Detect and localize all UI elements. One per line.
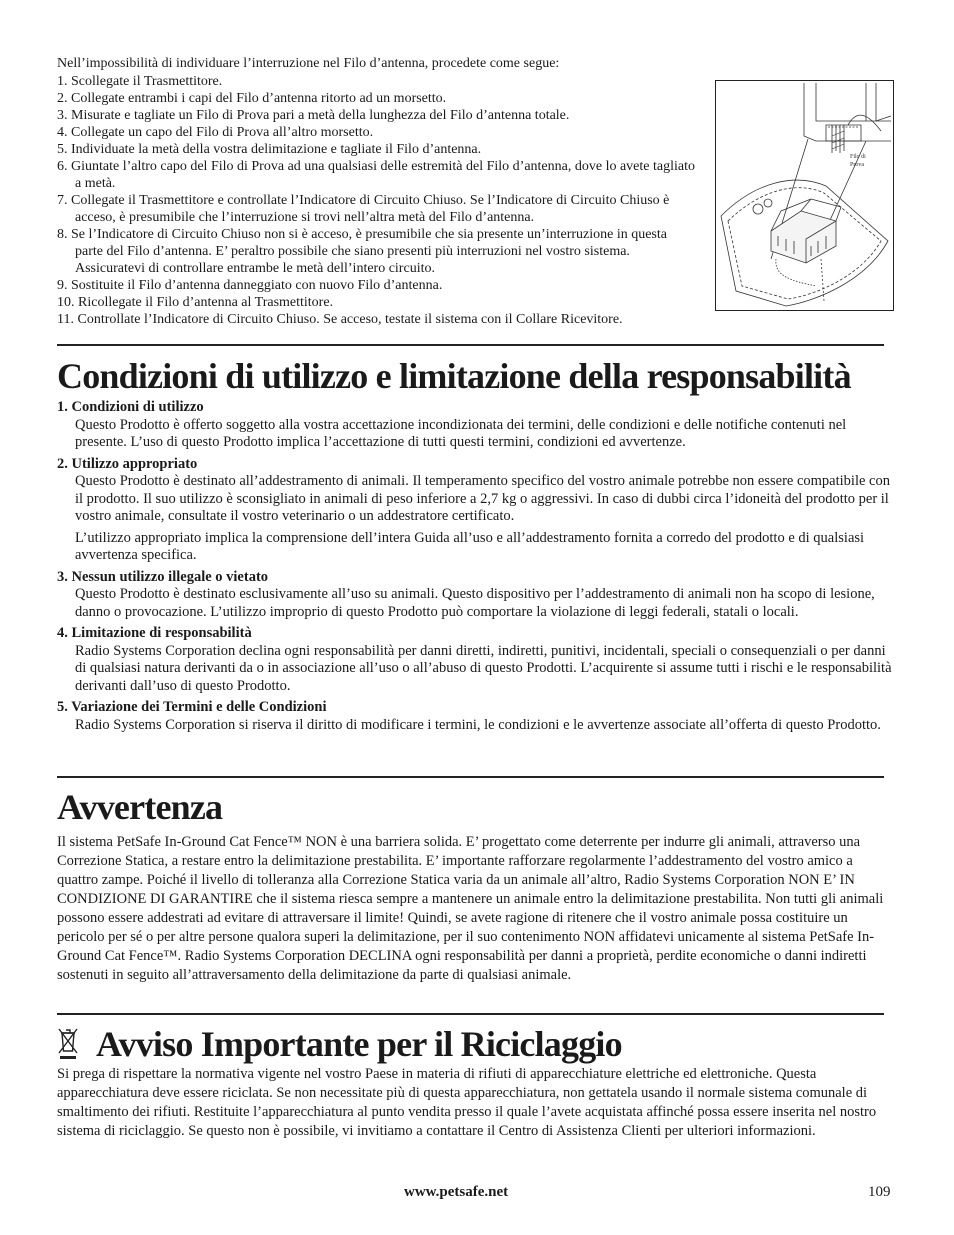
recycling-text: Si prega di rispettare la normativa vigente nel vostro Paese in materia di rifiuti di apparecchiature elettriche ed elettroniche. Questa apparecchiatura deve essere riciclata. Se non necessitate più di questa apparecchiatura, non gettatela usando il normale sistema comunale di smaltimento dei rifiuti. Restituite l’apparecchiatura al punto vendita presso il quale l’avete acquistata affinché possa essere inserita nel nostro sistema di riciclaggio. Se questo non è possibile, vi invitiamo a contattare il Centro di Assistenza Clienti per ulteriori informazioni.: [57, 1066, 877, 1139]
terms-item-text: Questo Prodotto è destinato esclusivamente all’uso su animali. Questo dispositivo per l’addestramento di animali non ha scopo di lesione, danno o provocazione. L’utilizzo improprio di questo Prodotto può comportare la violazione di leggi federali, statali o locali.: [75, 586, 875, 620]
terms-heading: Condizioni di utilizzo e limitazione della responsabilità: [57, 356, 851, 396]
step-item: 6. Giuntate l’altro capo del Filo di Prova ad una qualsiasi delle estremità del Filo d’antenna, dove lo avete tagliato a metà.: [57, 159, 695, 191]
terms-item-title: 2. Utilizzo appropriato: [57, 455, 198, 472]
warning-text: Il sistema PetSafe In-Ground Cat Fence™ NON è una barriera solida. E’ progettato come deterrente per indurre gli animali, attraverso una Correzione Statica, a restare entro la delimitazione prestabilita. E’ importante rafforzare regolarmente l’addestramento del vostro amico a quattro zampe. Poiché il livello di tolleranza alla Correzione Statica varia da un animale all’altro, Radio Systems Corporation NON E’ IN CONDIZIONE DI GARANTIRE che il sistema riesca sempre a mantenere un animale entro la delimitazione prestabilita. Non tutti gli animali possono essere addestrati ad evitare di attraversare il limite! Quindi, se avete ragione di ritenere che il vostro animale possa costituire un pericolo per sé o per altre persone qualora superi la delimitazione, per il suo contenimento NON affidatevi unicamente al sistema PetSafe In-Ground Cat Fence™. Radio Systems Corporation DECLINA ogni responsabilità per danni a proprietà, perdite economiche o danni indiretti sostenuti in seguito all’attraversamento della delimitazione da parte di qualsiasi animale.: [57, 834, 884, 983]
crossed-out-bin-icon: [57, 1027, 79, 1061]
terms-item-text: L’utilizzo appropriato implica la comprensione dell’intera Guida all’uso e all’addestramento fornita a corredo del prodotto e di qualsiasi avvertenza specifica.: [75, 529, 865, 563]
section-divider: [57, 344, 884, 346]
terms-item-text: Radio Systems Corporation declina ogni responsabilità per danni diretti, indiretti, punitivi, incidentali, speciali o consequenziali o per danni di qualsiasi natura derivanti da o in associazione all’uso o all’abuso di questo Prodotti. L’acquirente si assume tutti i rischi e le responsabilità derivanti dall’uso di questo Prodotto.: [75, 642, 892, 694]
terms-item-title: 4. Limitazione di responsabilità: [57, 625, 252, 641]
page-number: 109: [868, 1184, 891, 1200]
step-item: 11. Controllate l’Indicatore di Circuito Chiuso. Se acceso, testate il sistema con il Collare Ricevitore.: [57, 312, 623, 327]
step-item: 3. Misurate e tagliate un Filo di Prova pari a metà della lunghezza del Filo d’antenna totale.: [57, 108, 570, 123]
step-item: 5. Individuate la metà della vostra delimitazione e tagliate il Filo d’antenna.: [57, 142, 482, 157]
step-item: 1. Scollegate il Trasmettitore.: [57, 74, 223, 89]
warning-heading: Avvertenza: [57, 787, 223, 827]
terms-item-text: Questo Prodotto è offerto soggetto alla vostra accettazione incondizionata dei termini, delle condizioni e delle notifiche contenuti nel presente. L’uso di questo Prodotto implica l’accettazione di tutti questi termini, condizioni ed avvertenze.: [75, 416, 847, 450]
terms-list: [57, 399, 897, 738]
terms-item-text: Questo Prodotto è destinato all’addestramento di animali. Il temperamento specifico del vostro animale potrebbe non essere compatibile con il prodotto. Il suo utilizzo è sconsigliato in animali di peso inferiore a 2,7 kg o aggressivi. In caso di dubbi circa l’idoneità del prodotto per il vostro animale, consultate il vostro veterinario o un addestratore certificato.: [75, 473, 890, 524]
step-item: 9. Sostituite il Filo d’antenna danneggiato con nuovo Filo d’antenna.: [57, 278, 443, 293]
figure-label-line1: Filo di: [850, 154, 866, 160]
troubleshoot-steps: [57, 73, 697, 328]
terms-item: [57, 456, 897, 565]
terms-item-text: Radio Systems Corporation si riserva il diritto di modificare i termini, le condizioni e le avvertenze associate all’offerta di questo Prodotto.: [75, 716, 881, 733]
troubleshoot-intro: Nell’impossibilità di individuare l’interruzione nel Filo d’antenna, procedete come segue:: [57, 56, 560, 71]
terms-item-title: 1. Condizioni di utilizzo: [57, 399, 204, 415]
section-divider: [57, 776, 884, 778]
terms-item-title: 3. Nessun utilizzo illegale o vietato: [57, 568, 269, 585]
boundary-wire-illustration: [715, 80, 894, 311]
step-item: 8. Se l’Indicatore di Circuito Chiuso non si è acceso, è presumibile che sia presente un’interruzione in questa parte del Filo d’antenna. E’ peraltro possibile che siano presenti più interruzioni nel vostro sistema. Assicuratevi di controllare entrambe le metà dell’intero circuito.: [57, 227, 667, 276]
terms-item: [57, 569, 897, 622]
terms-item: [57, 399, 897, 452]
step-item: 7. Collegate il Trasmettitore e controllate l’Indicatore di Circuito Chiuso. Se l’Indicatore di Circuito Chiuso è acceso, è presumibile che l’interruzione si trovi nell’altra metà del Filo d’antenna.: [57, 193, 670, 225]
step-item: 2. Collegate entrambi i capi del Filo d’antenna ritorto ad un morsetto.: [57, 91, 447, 106]
recycling-heading: Avviso Importante per il Riciclaggio: [96, 1024, 622, 1064]
footer-website[interactable]: www.petsafe.net: [404, 1184, 509, 1200]
step-item: 4. Collegate un capo del Filo di Prova all’altro morsetto.: [57, 125, 374, 140]
section-divider: [57, 1013, 884, 1015]
terms-item: [57, 699, 897, 734]
terms-item: [57, 625, 897, 695]
house-yard-illustration: [716, 81, 893, 310]
figure-label-line2: Prova: [850, 162, 864, 168]
step-item: 10. Ricollegate il Filo d’antenna al Trasmettitore.: [57, 295, 334, 310]
terms-item-title: 5. Variazione dei Termini e delle Condizioni: [57, 699, 327, 715]
